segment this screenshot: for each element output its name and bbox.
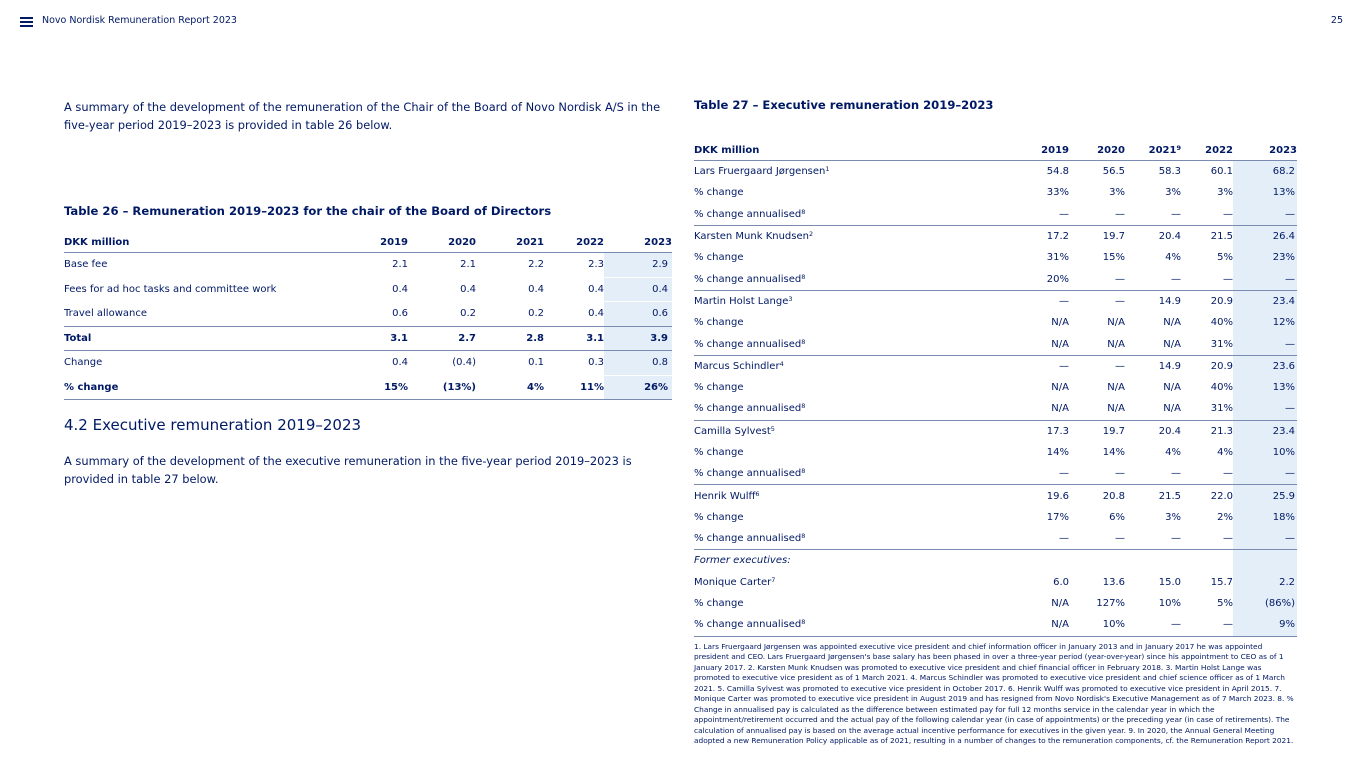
table-row bbox=[694, 485, 1297, 507]
row-label: Total bbox=[64, 326, 340, 351]
table-cell-highlight: — bbox=[1233, 333, 1297, 355]
table-cell: 0.4 bbox=[544, 277, 604, 302]
table-row bbox=[694, 377, 1297, 398]
table-cell: 15% bbox=[1102, 252, 1125, 264]
table-row bbox=[64, 253, 672, 278]
table-cell-highlight: 13% bbox=[1233, 182, 1297, 203]
footnote-marker: 8 bbox=[801, 532, 806, 541]
table-cell: 21.5 bbox=[1158, 490, 1181, 502]
table-cell: 14% bbox=[1046, 447, 1069, 458]
table-cell-highlight: 25.9 bbox=[1233, 485, 1297, 507]
row-label: Lars Fruergaard Jørgensen$^1$ bbox=[694, 165, 830, 178]
table-cell: 0.6 bbox=[340, 302, 408, 327]
table-cell: N/A bbox=[1163, 382, 1181, 394]
table-cell: 21.5 bbox=[1210, 231, 1233, 243]
table-row bbox=[694, 463, 1297, 485]
table-cell: 20.8 bbox=[1102, 490, 1125, 502]
table-27-title: Table 27 – Executive remuneration 2019–2023 bbox=[694, 98, 994, 112]
row-label: % change annualised$^8$ bbox=[694, 614, 1007, 636]
footnote-marker: 7 bbox=[771, 575, 776, 584]
table-cell: 3.1 bbox=[544, 326, 604, 351]
table-cell-highlight: — bbox=[1233, 528, 1297, 550]
table-cell: 15.7 bbox=[1210, 576, 1233, 588]
table-cell-highlight: 2.9 bbox=[604, 253, 672, 278]
table-row bbox=[694, 572, 1297, 593]
table-cell: N/A bbox=[1051, 382, 1069, 394]
table-row-pct-change bbox=[64, 375, 672, 400]
table-cell-highlight: — bbox=[1233, 463, 1297, 485]
table-cell: N/A bbox=[1069, 333, 1125, 355]
table-cell: 4% bbox=[1217, 447, 1233, 458]
table-cell: N/A bbox=[1007, 614, 1069, 636]
table-cell: — bbox=[1125, 528, 1181, 550]
table-cell: 56.5 bbox=[1102, 166, 1125, 178]
table-header-row bbox=[694, 140, 1297, 161]
table-cell: — bbox=[1069, 528, 1125, 550]
row-label: Base fee bbox=[64, 253, 340, 278]
table-cell: N/A bbox=[1107, 382, 1125, 394]
table-row bbox=[694, 312, 1297, 333]
table-cell: 31% bbox=[1046, 252, 1069, 264]
table-cell bbox=[1069, 550, 1125, 572]
table-row bbox=[694, 442, 1297, 463]
table-cell: 19.7 bbox=[1102, 231, 1125, 243]
column-header: 2023 bbox=[604, 232, 672, 253]
table-cell: 33% bbox=[1046, 187, 1069, 199]
table-cell: 3% bbox=[1165, 511, 1181, 523]
table-cell: 20.4 bbox=[1158, 231, 1181, 243]
row-label: % change annualised$^8$ bbox=[694, 528, 1007, 550]
table-cell: 10% bbox=[1069, 614, 1125, 636]
row-label: Camilla Sylvest$^5$ bbox=[694, 424, 775, 437]
table-27-footnote: 1. Lars Fruergaard Jørgensen was appointed executive vice president and chief information officer in January 2013 and in January 2017 he was appointed president and CEO. Lars Fruergaard Jørgensen's base salary has been phased in over a three-year period (year-over-year) since his appointment to CEO as of 1 January 2017. 2. Karsten Munk Knudsen was promoted to executive vice president and chief financial officer in February 2018. 3. Martin Holst Lange was promoted to executive vice president as of 1 March 2021. 4. Marcus Schindler was promoted to executive vice president and chief science officer as of 1 March 2021. 5. Camilla Sylvest was promoted to executive vice president in October 2017. 6. Henrik Wulff was promoted to executive vice president in April 2015. 7. Monique Carter was promoted to executive vice president in August 2019 and has resigned from Novo Nordisk's Executive Management as of 7 March 2023. 8. % Change in annualised pay is calculated as the difference between estimated pay for full 12 months service in the calendar year in which the appointment/retirement occurred and the actual pay of the following calendar year (in case of appointments) or the preceding year (in case of retirements). The calculation of annualised pay is based on the average actual incentive performance for executives in the given year. 9. In 2020, the Annual General Meeting adopted a new Remuneration Policy applicable as of 2021, resulting in a number of changes to the remuneration components, cf. the Remuneration Report 2021. bbox=[694, 641, 1294, 746]
table-row bbox=[694, 593, 1297, 614]
footnote-marker: 8 bbox=[801, 467, 806, 476]
footnote-marker: 8 bbox=[801, 272, 806, 281]
document-title: Novo Nordisk Remuneration Report 2023 bbox=[42, 15, 237, 26]
row-label: % change annualised$^8$ bbox=[694, 268, 1007, 290]
table-cell: (13%) bbox=[408, 375, 476, 400]
table-row bbox=[694, 182, 1297, 203]
table-cell: 19.7 bbox=[1102, 425, 1125, 437]
table-cell: 54.8 bbox=[1046, 166, 1069, 178]
table-cell: 17.3 bbox=[1046, 425, 1069, 437]
table-cell: — bbox=[1115, 295, 1125, 307]
section-heading: 4.2 Executive remuneration 2019–2023 bbox=[64, 416, 362, 434]
row-label: % change annualised$^8$ bbox=[694, 333, 1007, 355]
footnote-marker: 6 bbox=[755, 489, 760, 498]
table-26 bbox=[64, 204, 672, 400]
table-26-grid bbox=[64, 232, 672, 400]
table-cell: 2.1 bbox=[408, 253, 476, 278]
table-row bbox=[64, 277, 672, 302]
table-cell: — bbox=[1059, 360, 1069, 372]
table-cell: — bbox=[1181, 204, 1233, 226]
table-row bbox=[694, 420, 1297, 442]
row-label: % change annualised$^8$ bbox=[694, 204, 1007, 226]
table-cell: — bbox=[1007, 463, 1069, 485]
table-cell-highlight: 23.6 bbox=[1233, 355, 1297, 377]
table-cell: 40% bbox=[1210, 317, 1233, 329]
table-cell: N/A bbox=[1007, 398, 1069, 420]
table-cell-highlight: 10% bbox=[1233, 442, 1297, 463]
table-cell-highlight: 0.4 bbox=[604, 277, 672, 302]
column-header: 2021$^9$ bbox=[1125, 140, 1181, 161]
table-cell: — bbox=[1069, 268, 1125, 290]
table-header-row bbox=[64, 232, 672, 253]
section-paragraph: A summary of the development of the executive remuneration in the five-year period 2019–2023 is provided in table 27 below. bbox=[64, 454, 632, 486]
column-header: 2020 bbox=[1069, 140, 1125, 161]
table-cell: — bbox=[1069, 204, 1125, 226]
table-row bbox=[64, 302, 672, 327]
table-cell: 2% bbox=[1217, 511, 1233, 523]
table-cell-highlight: 12% bbox=[1233, 312, 1297, 333]
table-cell: — bbox=[1181, 268, 1233, 290]
table-cell: 5% bbox=[1217, 252, 1233, 264]
row-label: Henrik Wulff$^6$ bbox=[694, 489, 760, 502]
table-cell: 31% bbox=[1181, 398, 1233, 420]
table-cell: 2.2 bbox=[476, 253, 544, 278]
table-cell: — bbox=[1007, 204, 1069, 226]
table-cell: — bbox=[1115, 360, 1125, 372]
table-cell: 20.9 bbox=[1210, 295, 1233, 307]
table-cell: 22.0 bbox=[1210, 490, 1233, 502]
row-label: Monique Carter$^7$ bbox=[694, 575, 776, 588]
table-cell: 3% bbox=[1109, 187, 1125, 199]
row-label: % change bbox=[694, 447, 744, 458]
table-cell: 5% bbox=[1217, 598, 1233, 610]
table-cell: 0.2 bbox=[408, 302, 476, 327]
table-cell-highlight: (86%) bbox=[1233, 593, 1297, 614]
table-cell: 20.9 bbox=[1210, 360, 1233, 372]
footnote-marker: 4 bbox=[779, 359, 784, 368]
table-27 bbox=[694, 98, 1297, 747]
row-label: % change bbox=[694, 252, 744, 264]
table-cell: 4% bbox=[1165, 252, 1181, 264]
table-cell-highlight: 68.2 bbox=[1233, 161, 1297, 183]
table-cell: 10% bbox=[1158, 598, 1181, 610]
row-label: % change bbox=[694, 598, 744, 610]
footnote-marker: 8 bbox=[801, 402, 806, 411]
table-cell: 40% bbox=[1210, 382, 1233, 394]
row-label: % change bbox=[694, 382, 744, 394]
column-header: 2022 bbox=[1181, 140, 1233, 161]
table-cell: 15.0 bbox=[1158, 576, 1181, 588]
table-27-body bbox=[694, 161, 1297, 637]
top-bar bbox=[20, 14, 1345, 30]
table-cell: 20% bbox=[1007, 268, 1069, 290]
table-cell: 0.1 bbox=[476, 351, 544, 376]
table-cell: 2.7 bbox=[408, 326, 476, 351]
table-cell: 14% bbox=[1102, 447, 1125, 458]
column-header: 2019 bbox=[1007, 140, 1069, 161]
table-row bbox=[694, 614, 1297, 636]
table-cell: 31% bbox=[1181, 333, 1233, 355]
table-cell-highlight: 18% bbox=[1233, 507, 1297, 528]
table-cell: N/A bbox=[1125, 333, 1181, 355]
table-cell: N/A bbox=[1069, 398, 1125, 420]
table-26-title: Table 26 – Remuneration 2019–2023 for the chair of the Board of Directors bbox=[64, 204, 552, 218]
table-cell: 6.0 bbox=[1053, 576, 1069, 588]
table-cell-highlight: 26.4 bbox=[1233, 225, 1297, 247]
footnote-marker: 8 bbox=[801, 207, 806, 216]
table-cell-highlight: 13% bbox=[1233, 377, 1297, 398]
table-cell: N/A bbox=[1051, 598, 1069, 610]
table-cell: 14.9 bbox=[1158, 360, 1181, 372]
table-cell: N/A bbox=[1125, 398, 1181, 420]
table-cell-highlight: — bbox=[1233, 398, 1297, 420]
table-cell: — bbox=[1125, 463, 1181, 485]
left-column bbox=[64, 98, 672, 486]
table-row bbox=[694, 398, 1297, 420]
footnote-marker: 3 bbox=[788, 294, 793, 303]
footnote-marker: 2 bbox=[808, 230, 814, 239]
table-cell-highlight: — bbox=[1233, 268, 1297, 290]
table-row bbox=[694, 225, 1297, 247]
table-cell: 58.3 bbox=[1158, 166, 1181, 178]
table-row bbox=[694, 528, 1297, 550]
table-row bbox=[694, 507, 1297, 528]
table-cell: 2.8 bbox=[476, 326, 544, 351]
table-cell-highlight: 0.8 bbox=[604, 351, 672, 376]
table-row bbox=[694, 204, 1297, 226]
table-cell: (0.4) bbox=[408, 351, 476, 376]
table-cell: — bbox=[1007, 528, 1069, 550]
table-cell: 0.4 bbox=[544, 302, 604, 327]
table-cell: 0.2 bbox=[476, 302, 544, 327]
table-cell-highlight bbox=[1233, 550, 1297, 572]
table-cell-highlight: 2.2 bbox=[1233, 572, 1297, 593]
table-row bbox=[694, 355, 1297, 377]
row-label: Former executives: bbox=[694, 555, 791, 567]
table-cell: 20.4 bbox=[1158, 425, 1181, 437]
row-label: Karsten Munk Knudsen$^2$ bbox=[694, 230, 814, 243]
table-cell: 127% bbox=[1096, 598, 1125, 610]
table-row bbox=[694, 161, 1297, 183]
table-cell: — bbox=[1125, 268, 1181, 290]
table-row bbox=[694, 247, 1297, 268]
hamburger-menu-icon[interactable] bbox=[20, 17, 33, 27]
table-cell: — bbox=[1125, 614, 1181, 636]
table-cell: 0.4 bbox=[340, 351, 408, 376]
table-cell-highlight: 23.4 bbox=[1233, 420, 1297, 442]
table-cell-highlight: 23.4 bbox=[1233, 290, 1297, 312]
table-cell-highlight: 23% bbox=[1233, 247, 1297, 268]
table-cell: — bbox=[1059, 295, 1069, 307]
footnote-marker: 9 bbox=[1176, 143, 1181, 152]
column-header: 2023 bbox=[1233, 140, 1297, 161]
table-cell: 0.3 bbox=[544, 351, 604, 376]
table-cell: 17.2 bbox=[1046, 231, 1069, 243]
table-cell bbox=[1125, 550, 1181, 572]
row-label: % change annualised$^8$ bbox=[694, 463, 1007, 485]
table-cell: N/A bbox=[1051, 317, 1069, 329]
column-header: DKK million bbox=[64, 232, 340, 253]
table-cell: 2.3 bbox=[544, 253, 604, 278]
table-cell: 19.6 bbox=[1046, 490, 1069, 502]
row-label: Martin Holst Lange$^3$ bbox=[694, 294, 793, 307]
row-label: % change bbox=[694, 187, 744, 199]
table-cell: — bbox=[1181, 463, 1233, 485]
table-cell: 0.4 bbox=[408, 277, 476, 302]
table-cell: 60.1 bbox=[1210, 166, 1233, 178]
intro-paragraph: A summary of the development of the remuneration of the Chair of the Board of Novo Nordisk A/S in the five-year period 2019–2023 is provided in table 26 below. bbox=[64, 100, 661, 132]
right-column bbox=[694, 98, 1297, 747]
column-header: DKK million bbox=[694, 140, 1007, 161]
table-cell: N/A bbox=[1007, 333, 1069, 355]
table-row bbox=[694, 290, 1297, 312]
table-cell: 0.4 bbox=[476, 277, 544, 302]
row-label: Travel allowance bbox=[64, 302, 340, 327]
footnote-marker: 5 bbox=[770, 424, 775, 433]
table-cell: 21.3 bbox=[1210, 425, 1233, 437]
table-27-grid bbox=[694, 140, 1297, 637]
table-cell: 14.9 bbox=[1158, 295, 1181, 307]
table-cell: 2.1 bbox=[340, 253, 408, 278]
table-cell bbox=[1181, 550, 1233, 572]
table-cell: — bbox=[1125, 204, 1181, 226]
table-cell: 13.6 bbox=[1102, 576, 1125, 588]
table-cell-highlight: 26% bbox=[604, 375, 672, 400]
column-header: 2021 bbox=[476, 232, 544, 253]
table-cell: 15% bbox=[340, 375, 408, 400]
row-label: Marcus Schindler$^4$ bbox=[694, 359, 784, 372]
row-label: % change bbox=[694, 511, 744, 523]
table-cell: — bbox=[1181, 528, 1233, 550]
footnote-marker: 8 bbox=[801, 337, 806, 346]
table-cell: 0.4 bbox=[340, 277, 408, 302]
column-header: 2020 bbox=[408, 232, 476, 253]
table-cell-highlight: — bbox=[1233, 204, 1297, 226]
table-row-total bbox=[64, 326, 672, 351]
table-cell: 6% bbox=[1109, 511, 1125, 523]
table-cell: — bbox=[1069, 463, 1125, 485]
table-row bbox=[694, 333, 1297, 355]
column-header: 2022 bbox=[544, 232, 604, 253]
row-label: Change bbox=[64, 351, 340, 376]
column-header: 2019 bbox=[340, 232, 408, 253]
table-cell-highlight: 3.9 bbox=[604, 326, 672, 351]
table-cell: — bbox=[1181, 614, 1233, 636]
row-label: Fees for ad hoc tasks and committee work bbox=[64, 277, 340, 302]
table-cell: 17% bbox=[1046, 511, 1069, 523]
table-cell: 3% bbox=[1217, 187, 1233, 199]
table-cell: N/A bbox=[1107, 317, 1125, 329]
table-row bbox=[694, 268, 1297, 290]
row-label: % change bbox=[64, 375, 340, 400]
table-cell: 4% bbox=[476, 375, 544, 400]
table-cell: 4% bbox=[1165, 447, 1181, 458]
table-cell-highlight: 9% bbox=[1233, 614, 1297, 636]
row-label: % change annualised$^8$ bbox=[694, 398, 1007, 420]
page-number: 25 bbox=[1330, 15, 1343, 26]
table-cell: 3% bbox=[1165, 187, 1181, 199]
table-cell-highlight: 0.6 bbox=[604, 302, 672, 327]
table-cell: 11% bbox=[544, 375, 604, 400]
row-label: % change bbox=[694, 317, 744, 329]
footnote-marker: 1 bbox=[825, 165, 830, 174]
footnote-marker: 8 bbox=[801, 618, 806, 627]
table-row bbox=[694, 550, 1297, 572]
table-cell: N/A bbox=[1163, 317, 1181, 329]
table-cell bbox=[1007, 550, 1069, 572]
table-cell: 3.1 bbox=[340, 326, 408, 351]
table-row bbox=[64, 351, 672, 376]
